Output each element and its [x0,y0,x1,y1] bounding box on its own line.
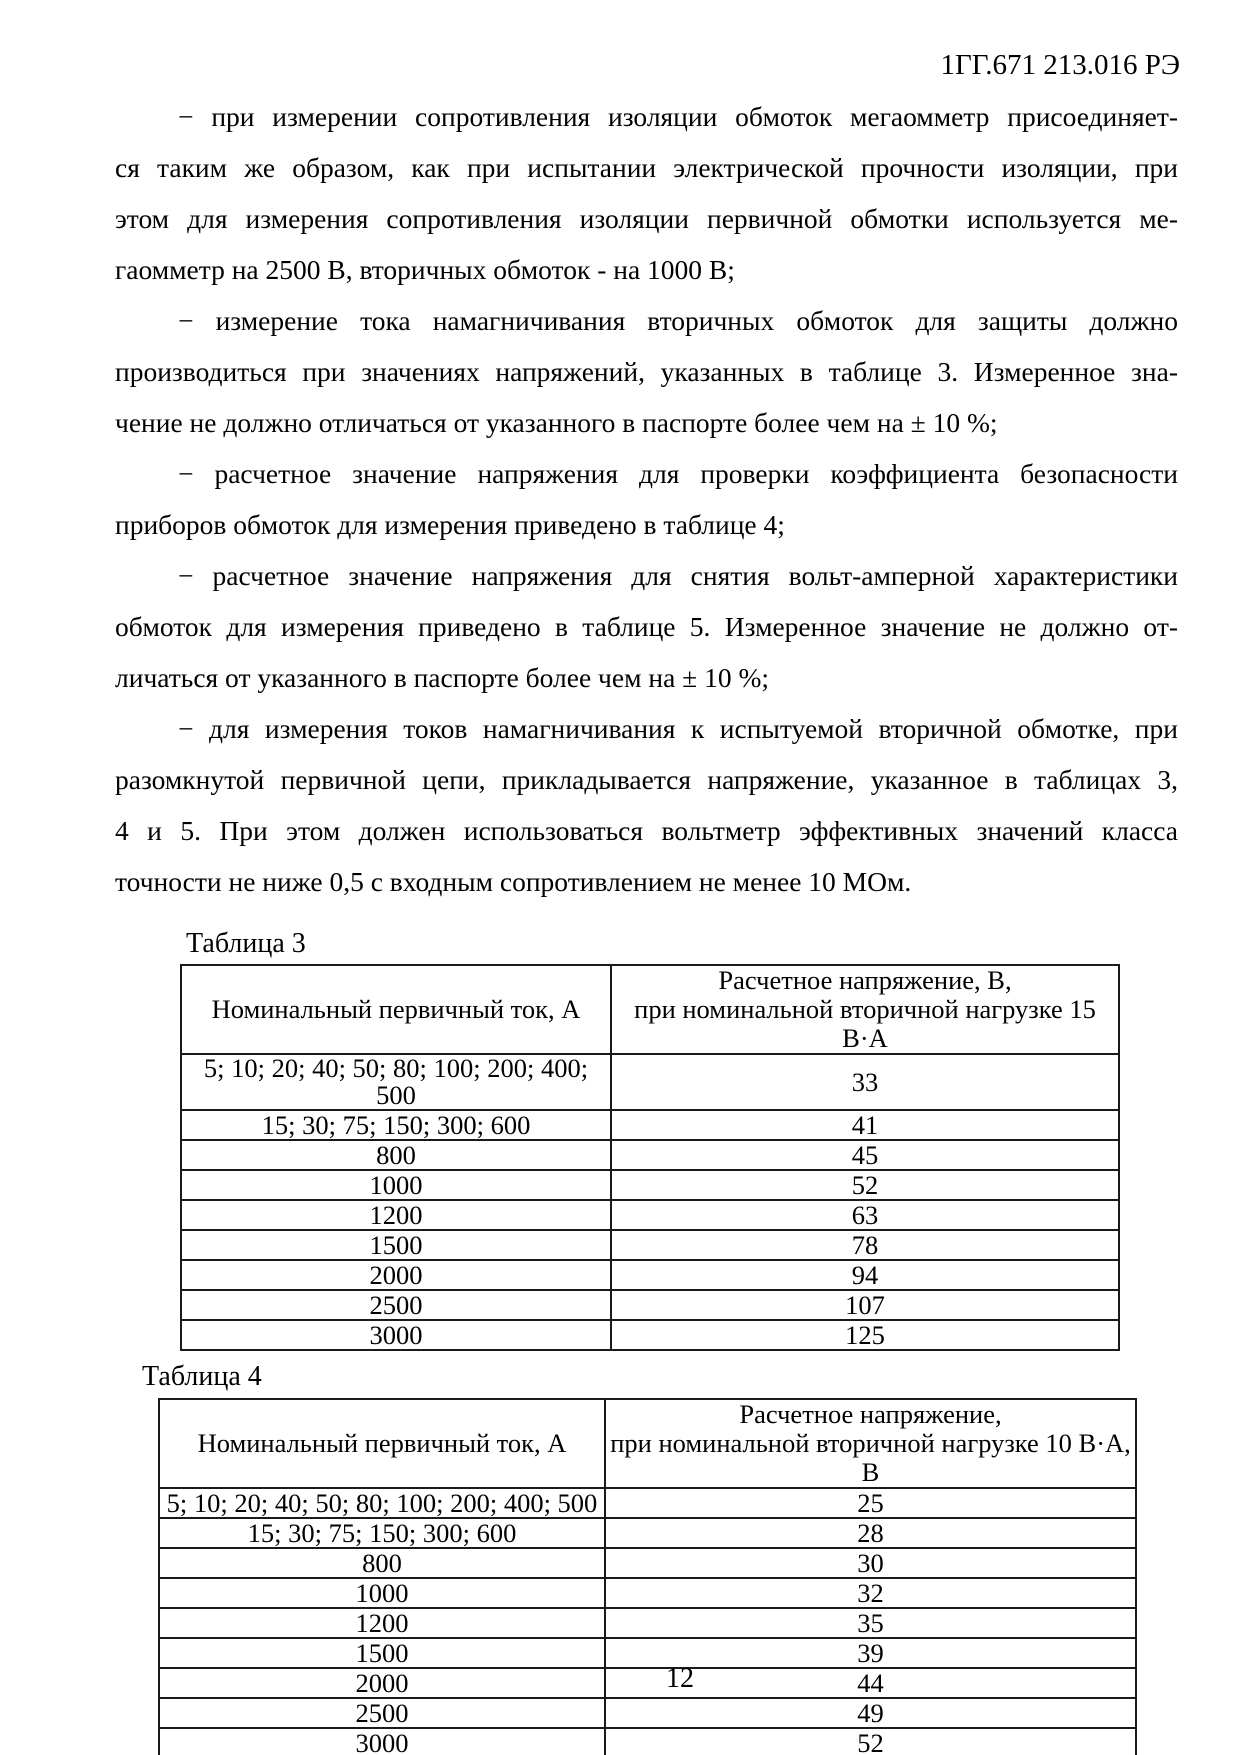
table-row [159,1548,1136,1578]
cell-voltage: 30 [605,1548,1136,1578]
text-line: этом для измерения сопротивления изоляции первичной обмотки используется ме- [115,203,1178,234]
cell-voltage: 107 [611,1290,1119,1320]
cell-voltage: 44 [605,1668,1136,1698]
table-row [181,1140,1119,1170]
table-row [159,1638,1136,1668]
document-body [115,91,1178,1755]
table-row [181,1320,1119,1350]
table-row [181,1260,1119,1290]
table-row [159,1578,1136,1608]
doc-number: 1ГГ.671 213.016 РЭ [940,49,1180,81]
text-line: − для измерения токов намагничивания к испытуемой вторичной обмотке, при [178,713,1178,744]
cell-voltage: 25 [605,1488,1136,1518]
cell-voltage: 52 [605,1728,1136,1755]
cell-voltage: 52 [611,1170,1119,1200]
column-header-line: при номинальной вторичной нагрузке 10 В·А, В [610,1428,1131,1487]
table-row [159,1488,1136,1518]
cell-primary-current: 3000 [181,1320,611,1350]
table-row [159,1608,1136,1638]
table-row [159,1518,1136,1548]
paragraph [115,703,1178,907]
table-row [181,1170,1119,1200]
cell-voltage: 125 [611,1320,1119,1350]
cell-voltage: 49 [605,1698,1136,1728]
cell-voltage: 32 [605,1578,1136,1608]
column-header-primary-current: Номинальный первичный ток, А [181,965,611,1054]
column-header-primary-current: Номинальный первичный ток, А [159,1399,605,1488]
page-number: 12 [666,1663,694,1694]
table-4-section [115,1360,1178,1755]
data-table [158,1398,1137,1755]
cell-primary-current: 1200 [159,1608,605,1638]
column-header-line: Расчетное напряжение, В, [718,965,1012,995]
table-row [159,1668,1136,1698]
text-line: гаомметр на 2500 В, вторичных обмоток - на 1000 В; [115,254,735,285]
table-row [181,1200,1119,1230]
cell-voltage: 45 [611,1140,1119,1170]
cell-primary-current: 5; 10; 20; 40; 50; 80; 100; 200; 400; 500 [181,1054,611,1110]
paragraph [115,550,1178,703]
text-line: чение не должно отличаться от указанного в паспорте более чем на ± 10 %; [115,407,998,438]
text-line: личаться от указанного в паспорте более чем на ± 10 %; [115,662,770,693]
text-line: − при измерении сопротивления изоляции обмоток мегаомметр присоединяет- [178,101,1178,132]
table-row [159,1698,1136,1728]
cell-voltage: 39 [605,1638,1136,1668]
paragraph [115,295,1178,448]
data-table [180,964,1120,1351]
text-line: приборов обмоток для измерения приведено в таблице 4; [115,509,785,540]
column-header-line: при номинальной вторичной нагрузке 15 В·А [634,994,1096,1053]
cell-primary-current: 2500 [181,1290,611,1320]
text-line: − измерение тока намагничивания вторичных обмоток для защиты должно [178,305,1178,336]
cell-voltage: 35 [605,1608,1136,1638]
cell-primary-current: 2500 [159,1698,605,1728]
text-line: точности не ниже 0,5 с входным сопротивлением не менее 10 МОм. [115,866,912,897]
cell-primary-current: 1000 [159,1578,605,1608]
cell-primary-current: 1500 [159,1638,605,1668]
cell-primary-current: 1500 [181,1230,611,1260]
cell-voltage: 78 [611,1230,1119,1260]
column-header-line: Расчетное напряжение, [739,1399,1002,1429]
table-header-row [181,965,1119,1054]
column-header-calculated-voltage [605,1399,1136,1488]
cell-primary-current: 800 [159,1548,605,1578]
table-caption: Таблица 4 [142,1361,262,1392]
cell-voltage: 28 [605,1518,1136,1548]
cell-voltage: 94 [611,1260,1119,1290]
cell-primary-current: 15; 30; 75; 150; 300; 600 [181,1110,611,1140]
text-line: производиться при значениях напряжений, указанных в таблице 3. Измеренное зна- [115,356,1178,387]
paragraph [115,91,1178,295]
table-header-row [159,1399,1136,1488]
table-row [181,1290,1119,1320]
cell-voltage: 41 [611,1110,1119,1140]
cell-primary-current: 1000 [181,1170,611,1200]
table-caption: Таблица 3 [186,928,306,959]
table-row [181,1230,1119,1260]
text-line: ся таким же образом, как при испытании электрической прочности изоляции, при [115,152,1178,183]
table-3-section [115,927,1178,1351]
cell-primary-current: 2000 [159,1668,605,1698]
cell-primary-current: 3000 [159,1728,605,1755]
cell-primary-current: 800 [181,1140,611,1170]
column-header-calculated-voltage [611,965,1119,1054]
table-row [159,1728,1136,1755]
cell-primary-current: 15; 30; 75; 150; 300; 600 [159,1518,605,1548]
text-line: разомкнутой первичной цепи, прикладывается напряжение, указанное в таблицах 3, [115,764,1178,795]
table-row [181,1054,1119,1110]
paragraph [115,448,1178,550]
text-line: − расчетное значение напряжения для снятия вольт-амперной характеристики [178,560,1178,591]
text-line: обмоток для измерения приведено в таблице 5. Измеренное значение не должно от- [115,611,1178,642]
cell-primary-current: 1200 [181,1200,611,1230]
paragraphs [115,91,1178,907]
cell-primary-current: 2000 [181,1260,611,1290]
cell-primary-current: 5; 10; 20; 40; 50; 80; 100; 200; 400; 500 [159,1488,605,1518]
cell-voltage: 33 [611,1054,1119,1110]
text-line: 4 и 5. При этом должен использоваться вольтметр эффективных значений класса [115,815,1178,846]
cell-voltage: 63 [611,1200,1119,1230]
text-line: − расчетное значение напряжения для проверки коэффициента безопасности [178,458,1178,489]
table-row [181,1110,1119,1140]
